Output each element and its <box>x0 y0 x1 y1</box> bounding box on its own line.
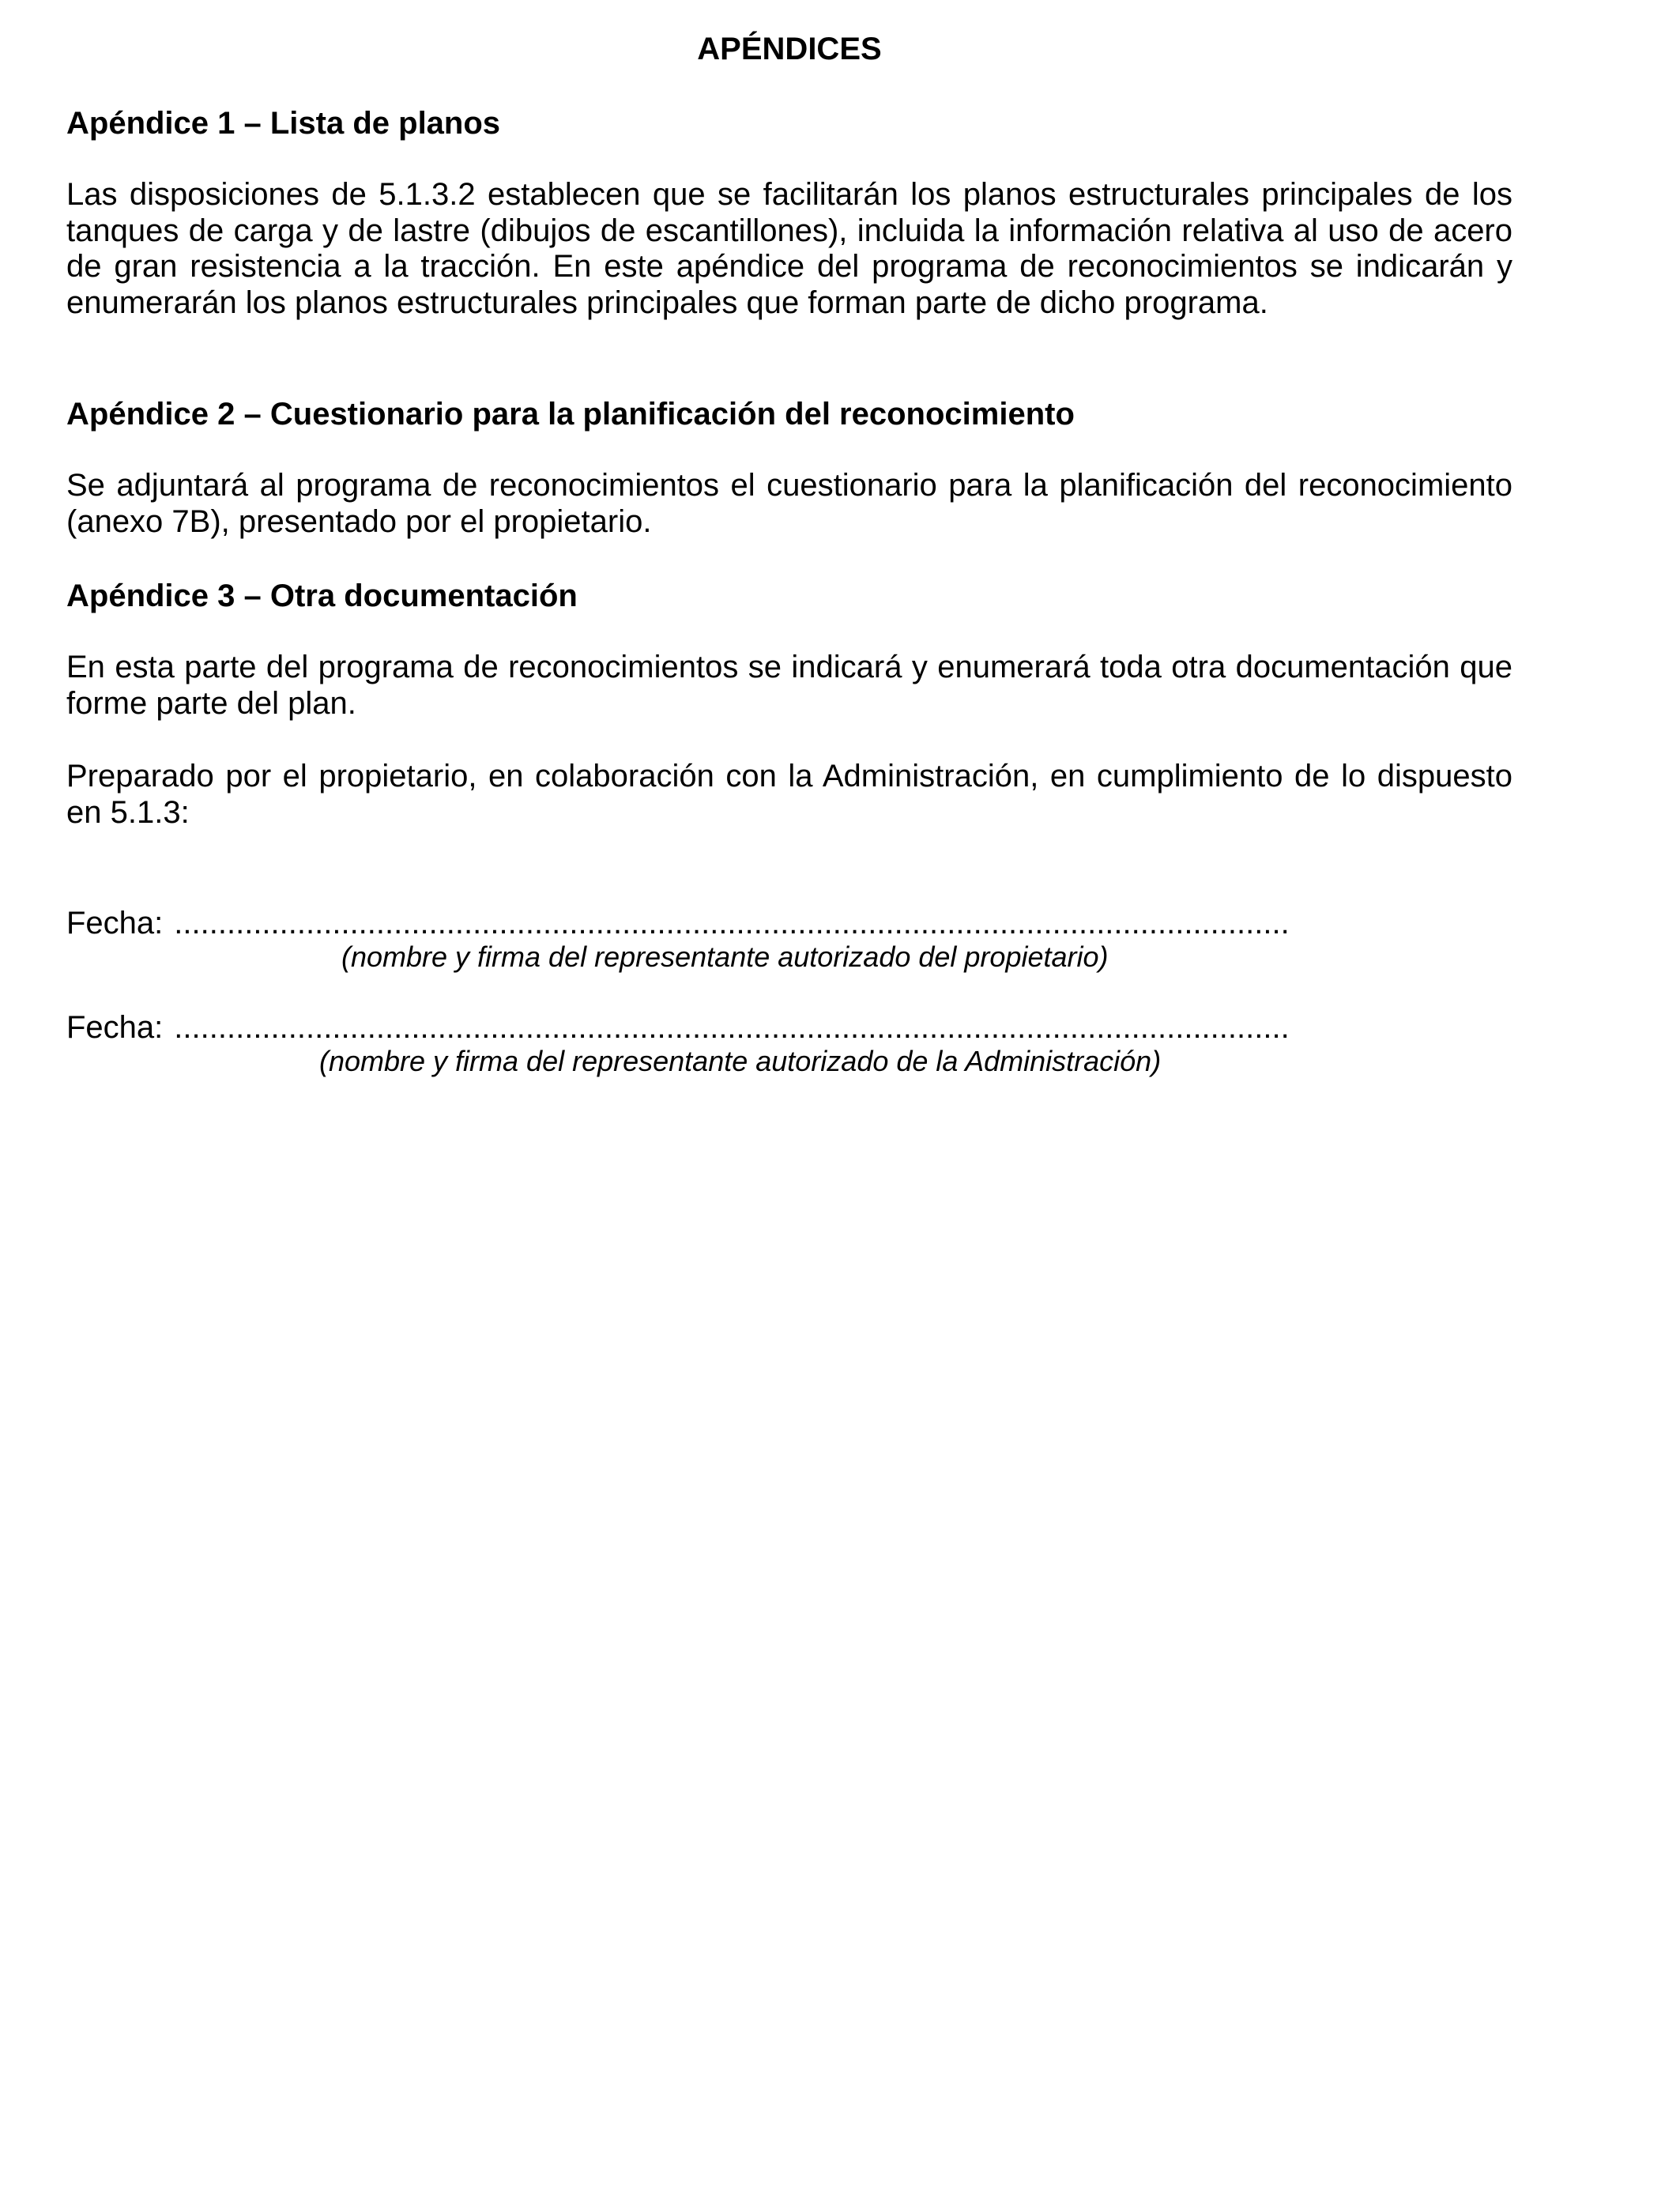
prepared-statement: Preparado por el propietario, en colaboración con la Administración, en cumplimiento de lo dispuesto en 5.1.3: <box>66 759 1512 830</box>
signature-dotted-line: ............................................................................................................................... <box>174 1010 1290 1045</box>
date-label: Fecha: <box>66 1010 164 1045</box>
appendix-1-body: Las disposiciones de 5.1.3.2 establecen que se facilitarán los planos estructurales principales de los tanques de carga y de lastre (dibujos de escantillones), incluida la información relativa al uso de acero de gran resistencia a la tracción. En este apéndice del programa de reconocimientos se indicarán y enumerarán los planos estructurales principales que forman parte de dicho programa. <box>66 177 1512 320</box>
document-title: APÉNDICES <box>697 32 882 66</box>
appendix-1-heading: Apéndice 1 – Lista de planos <box>66 106 501 141</box>
signature-line-administration <box>66 1008 1290 1046</box>
date-label: Fecha: <box>66 906 164 941</box>
appendix-3-body: En esta parte del programa de reconocimientos se indicará y enumerará toda otra documentación que forme parte del plan. <box>66 650 1512 721</box>
signature-caption-owner: (nombre y firma del representante autorizado del propietario) <box>341 941 1109 973</box>
appendix-3-heading: Apéndice 3 – Otra documentación <box>66 579 578 613</box>
signature-line-owner <box>66 904 1290 942</box>
signature-caption-administration: (nombre y firma del representante autorizado de la Administración) <box>319 1045 1162 1077</box>
signature-dotted-line: ............................................................................................................................... <box>174 906 1290 941</box>
appendix-2-heading: Apéndice 2 – Cuestionario para la planificación del reconocimiento <box>66 397 1075 432</box>
appendix-2-body: Se adjuntará al programa de reconocimientos el cuestionario para la planificación del reconocimiento (anexo 7B), presentado por el propietario. <box>66 468 1512 539</box>
